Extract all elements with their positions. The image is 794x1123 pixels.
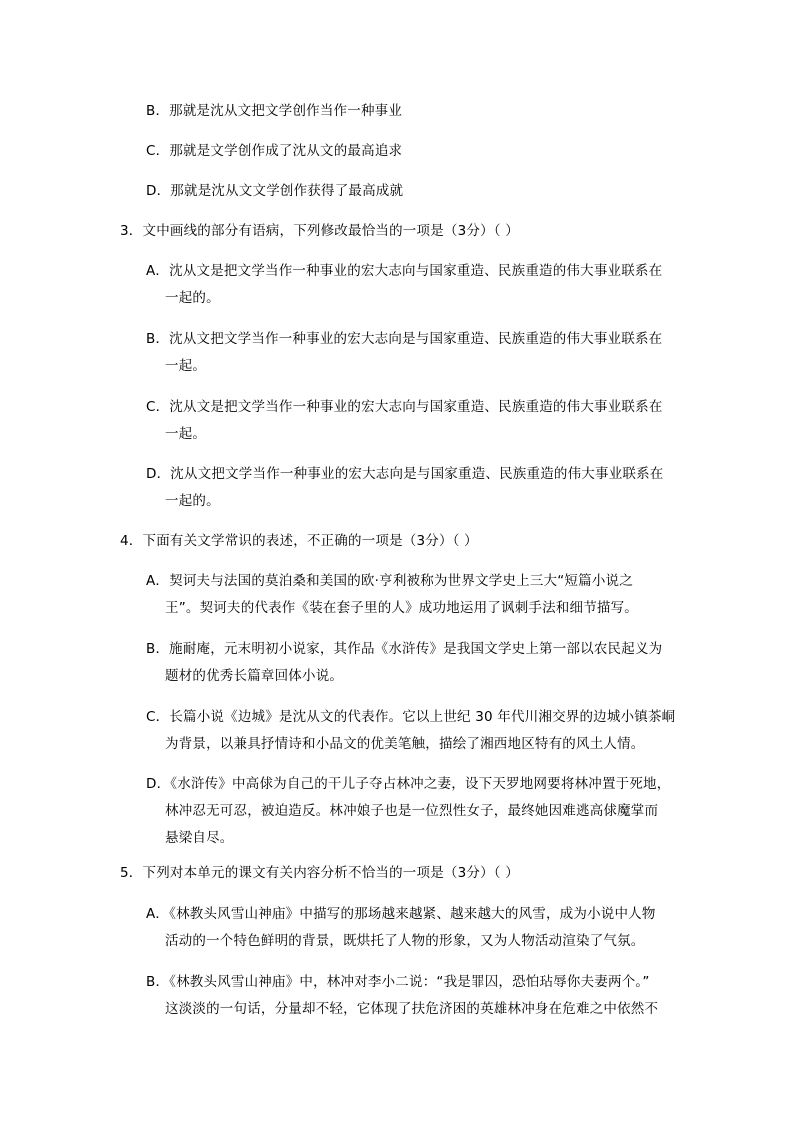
q4-option-c: C．长篇小说《边城》是沈从文的代表作。它以上世纪 30 年代川湘交界的边城小镇茶峒: [146, 709, 676, 725]
q4-option-d-cont: 林冲忍无可忍，被迫造反。林冲娘子也是一位烈性女子，最终她因难逃高俅魔掌而: [165, 803, 659, 819]
q4-option-b: B．施耐庵，元末明初小说家，其作品《水浒传》是我国文学史上第一部以农民起义为: [146, 641, 663, 657]
q4-option-d-cont-2: 悬梁自尽。: [165, 830, 234, 846]
q5-option-a-cont: 活动的一个特色鲜明的背景，既烘托了人物的形象，又为人物活动渲染了气氛。: [165, 933, 645, 949]
q3-option-c-cont: 一起。: [165, 426, 207, 442]
q4-option-b-cont: 题材的优秀长篇章回体小说。: [165, 668, 344, 684]
q5-option-b: B．《林教头风雪山神庙》中，林冲对李小二说：“我是罪囚，恐怕玷辱你夫妻两个。”: [146, 974, 650, 990]
q3-option-d-cont: 一起的。: [165, 493, 220, 509]
q4-option-d: D．《水浒传》中高俅为自己的干儿子夺占林冲之妻，设下天罗地网要将林冲置于死地，: [146, 776, 671, 792]
q5-option-a: A．《林教头风雪山神庙》中描写的那场越来越紧、越来越大的风雪，成为小说中人物: [146, 906, 656, 922]
q4-stem: 4．下面有关文学常识的表述，不正确的一项是（3分）（ ）: [120, 533, 478, 549]
q4-option-a-cont: 王”。契诃夫的代表作《装在套子里的人》成功地运用了讽刺手法和细节描写。: [165, 600, 638, 616]
q2-option-d: D．那就是沈从文文学创作获得了最高成就: [146, 183, 404, 199]
q5-stem: 5．下列对本单元的课文有关内容分析不恰当的一项是（3分）（ ）: [120, 865, 519, 881]
q3-option-d: D．沈从文把文学当作一种事业的宏大志向是与国家重造、民族重造的伟大事业联系在: [146, 466, 664, 482]
q5-option-b-cont: 这淡淡的一句话，分量却不轻，它体现了扶危济困的英雄林冲身在危难之中依然不: [165, 1001, 659, 1017]
q3-option-a: A．沈从文是把文学当作一种事业的宏大志向与国家重造、民族重造的伟大事业联系在: [146, 263, 663, 279]
q2-option-c: C．那就是文学创作成了沈从文的最高追求: [146, 143, 403, 159]
q3-stem: 3．文中画线的部分有语病，下列修改最恰当的一项是（3分）（ ）: [120, 223, 519, 239]
q3-option-b: B．沈从文把文学当作一种事业的宏大志向是与国家重造、民族重造的伟大事业联系在: [146, 331, 663, 347]
q4-option-c-cont: 为背景，以兼具抒情诗和小品文的优美笔触，描绘了湘西地区特有的风土人情。: [165, 736, 645, 752]
q3-option-b-cont: 一起。: [165, 358, 207, 374]
q3-option-a-cont: 一起的。: [165, 290, 220, 306]
q2-option-b: B．那就是沈从文把文学创作当作一种事业: [146, 103, 403, 119]
q4-option-a: A．契诃夫与法国的莫泊桑和美国的欧·亨利被称为世界文学史上三大“短篇小说之: [146, 573, 633, 589]
q3-option-c: C．沈从文是把文学当作一种事业的宏大志向与国家重造、民族重造的伟大事业联系在: [146, 399, 663, 415]
